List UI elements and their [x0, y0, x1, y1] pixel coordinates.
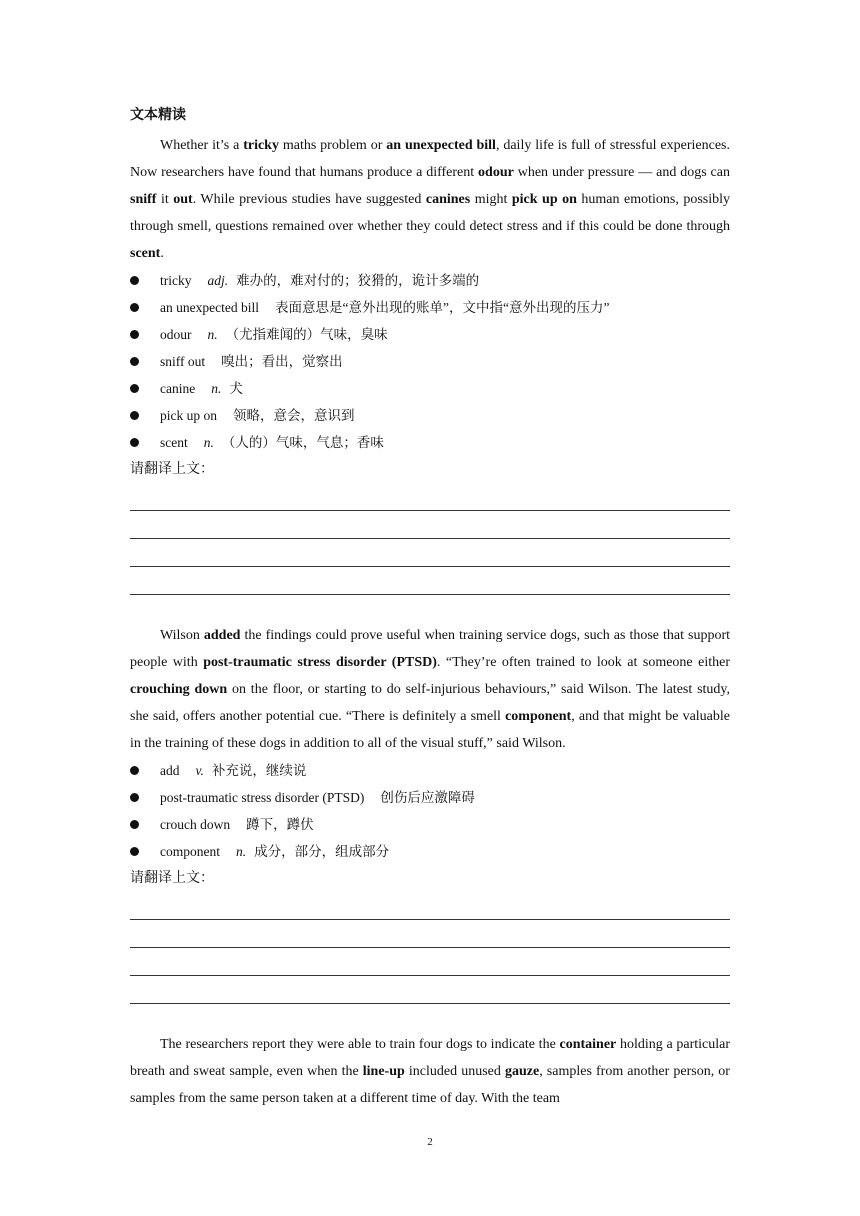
answer-line[interactable]	[130, 539, 730, 567]
vocabulary-term: odour	[160, 327, 192, 342]
answer-line[interactable]	[130, 976, 730, 1004]
vocabulary-item	[130, 321, 730, 348]
key-phrase: sniff	[130, 192, 157, 207]
document-body	[130, 104, 730, 1112]
bullet-icon	[130, 330, 139, 339]
vocabulary-meaning: 创伤后应激障碍	[380, 790, 475, 805]
key-phrase: canines	[425, 192, 471, 207]
paragraph-text: holding a particular breath and sweat sample, even when the	[130, 1037, 730, 1079]
vocabulary-meaning: （尤指难闻的）气味，臭味	[225, 327, 388, 342]
reading-paragraph	[130, 132, 730, 267]
paragraph-text: , and that might be valuable in the training of these dogs in addition to all of the visual stuff,” said Wilson.	[130, 709, 731, 751]
vocabulary-meaning: 难办的，难对付的；狡猾的，诡计多端的	[236, 273, 480, 288]
key-phrase: crouching down	[130, 682, 228, 697]
vocabulary-item	[130, 402, 730, 429]
translation-prompt: 请翻译上文：	[130, 462, 214, 477]
vocabulary-term: post-traumatic stress disorder (PTSD)	[160, 790, 365, 805]
key-phrase: post-traumatic stress disorder (PTSD)	[203, 655, 437, 670]
vocabulary-term: tricky	[160, 273, 192, 288]
vocabulary-item	[130, 838, 730, 865]
answer-lines	[130, 892, 730, 1004]
vocabulary-meaning: 领略，意会，意识到	[233, 408, 355, 423]
vocabulary-term: scent	[160, 435, 188, 450]
vocabulary-term: add	[160, 763, 180, 778]
vocabulary-item	[130, 784, 730, 811]
vocabulary-term: canine	[160, 381, 196, 396]
key-phrase: component	[505, 709, 572, 724]
key-phrase: odour	[478, 165, 514, 180]
vocabulary-meaning: 补充说，继续说	[211, 763, 307, 778]
vocabulary-term: crouch down	[160, 817, 231, 832]
vocabulary-item	[130, 348, 730, 375]
vocabulary-meaning: 成分，部分，组成部分	[254, 844, 390, 859]
part-of-speech: n.	[207, 327, 218, 342]
answer-line[interactable]	[130, 483, 730, 511]
bullet-icon	[130, 766, 139, 775]
part-of-speech: n.	[236, 844, 247, 859]
vocabulary-term: sniff out	[160, 354, 206, 369]
key-phrase: scent	[130, 246, 161, 261]
vocabulary-meaning: 蹲下，蹲伏	[246, 817, 314, 832]
paragraph-text: it	[156, 192, 174, 207]
bullet-icon	[130, 438, 139, 447]
key-phrase: added	[203, 628, 241, 643]
vocabulary-meaning: 犬	[229, 381, 243, 396]
vocabulary-list	[130, 757, 730, 865]
bullet-icon	[130, 303, 139, 312]
reading-paragraph	[130, 1031, 730, 1112]
bullet-icon	[130, 820, 139, 829]
section-spacer	[130, 595, 730, 622]
key-phrase: line-up	[362, 1064, 405, 1079]
bullet-icon	[130, 411, 139, 420]
paragraph-text: included unused	[404, 1064, 505, 1079]
vocabulary-meaning: 表面意思是“意外出现的账单”，文中指“意外出现的压力”	[274, 300, 610, 315]
paragraph-text: The researchers report they were able to train four dogs to indicate the	[160, 1037, 560, 1052]
vocabulary-term: component	[160, 844, 220, 859]
bullet-icon	[130, 793, 139, 802]
paragraph-text: Wilson	[160, 628, 204, 643]
answer-line[interactable]	[130, 920, 730, 948]
key-phrase: pick up on	[511, 192, 577, 207]
key-phrase: tricky	[243, 138, 279, 153]
vocabulary-term: pick up on	[160, 408, 217, 423]
part-of-speech: adj.	[207, 273, 229, 288]
answer-line[interactable]	[130, 511, 730, 539]
key-phrase: an unexpected bill	[386, 138, 496, 153]
answer-line[interactable]	[130, 892, 730, 920]
part-of-speech: n.	[203, 435, 214, 450]
part-of-speech: n.	[211, 381, 222, 396]
paragraph-text: when under pressure — and dogs can	[513, 165, 730, 180]
paragraph-text: Whether it’s a	[160, 138, 244, 153]
key-phrase: container	[559, 1037, 617, 1052]
paragraph-text: , daily life is full of stressful experiences. Now researchers have found that humans produce a different	[130, 138, 730, 180]
bullet-icon	[130, 276, 139, 285]
vocabulary-item	[130, 375, 730, 402]
paragraph-text: , samples from another person, or samples from the same person taken at a different time of day. With the team	[130, 1064, 730, 1106]
answer-lines	[130, 483, 730, 595]
reading-paragraph	[130, 622, 730, 757]
vocabulary-item	[130, 267, 730, 294]
vocabulary-item	[130, 811, 730, 838]
paragraph-text: on the floor, or starting to do self-injurious behaviours,” said Wilson. The latest study, she said, offers another potential cue. “There is definitely a smell	[130, 682, 731, 724]
vocabulary-meaning: （人的）气味，气息；香味	[221, 435, 384, 450]
paragraph-text: maths problem or	[278, 138, 387, 153]
section-spacer	[130, 1004, 730, 1031]
bullet-icon	[130, 357, 139, 366]
section-heading: 文本精读	[130, 108, 186, 123]
bullet-icon	[130, 384, 139, 393]
key-phrase: out	[173, 192, 193, 207]
paragraph-text: might	[470, 192, 512, 207]
paragraph-text: the findings could prove useful when training service dogs, such as those that support people with	[130, 628, 730, 670]
answer-line[interactable]	[130, 948, 730, 976]
sections-container	[130, 132, 730, 1112]
bullet-icon	[130, 847, 139, 856]
vocabulary-item	[130, 294, 730, 321]
page-number: 2	[427, 1136, 433, 1148]
translation-prompt: 请翻译上文：	[130, 871, 214, 886]
answer-line[interactable]	[130, 567, 730, 595]
paragraph-text: .	[160, 246, 164, 261]
vocabulary-item	[130, 757, 730, 784]
paragraph-text: . “They’re often trained to look at someone either	[436, 655, 730, 670]
paragraph-text: human emotions, possibly through smell, questions remained over whether they could detect stress and if this could be done through	[130, 192, 731, 234]
vocabulary-item	[130, 429, 730, 456]
vocabulary-term: an unexpected bill	[160, 300, 259, 315]
key-phrase: gauze	[504, 1064, 540, 1079]
vocabulary-list	[130, 267, 730, 456]
paragraph-text: . While previous studies have suggested	[192, 192, 426, 207]
part-of-speech: v.	[195, 763, 204, 778]
vocabulary-meaning: 嗅出；看出，觉察出	[221, 354, 343, 369]
